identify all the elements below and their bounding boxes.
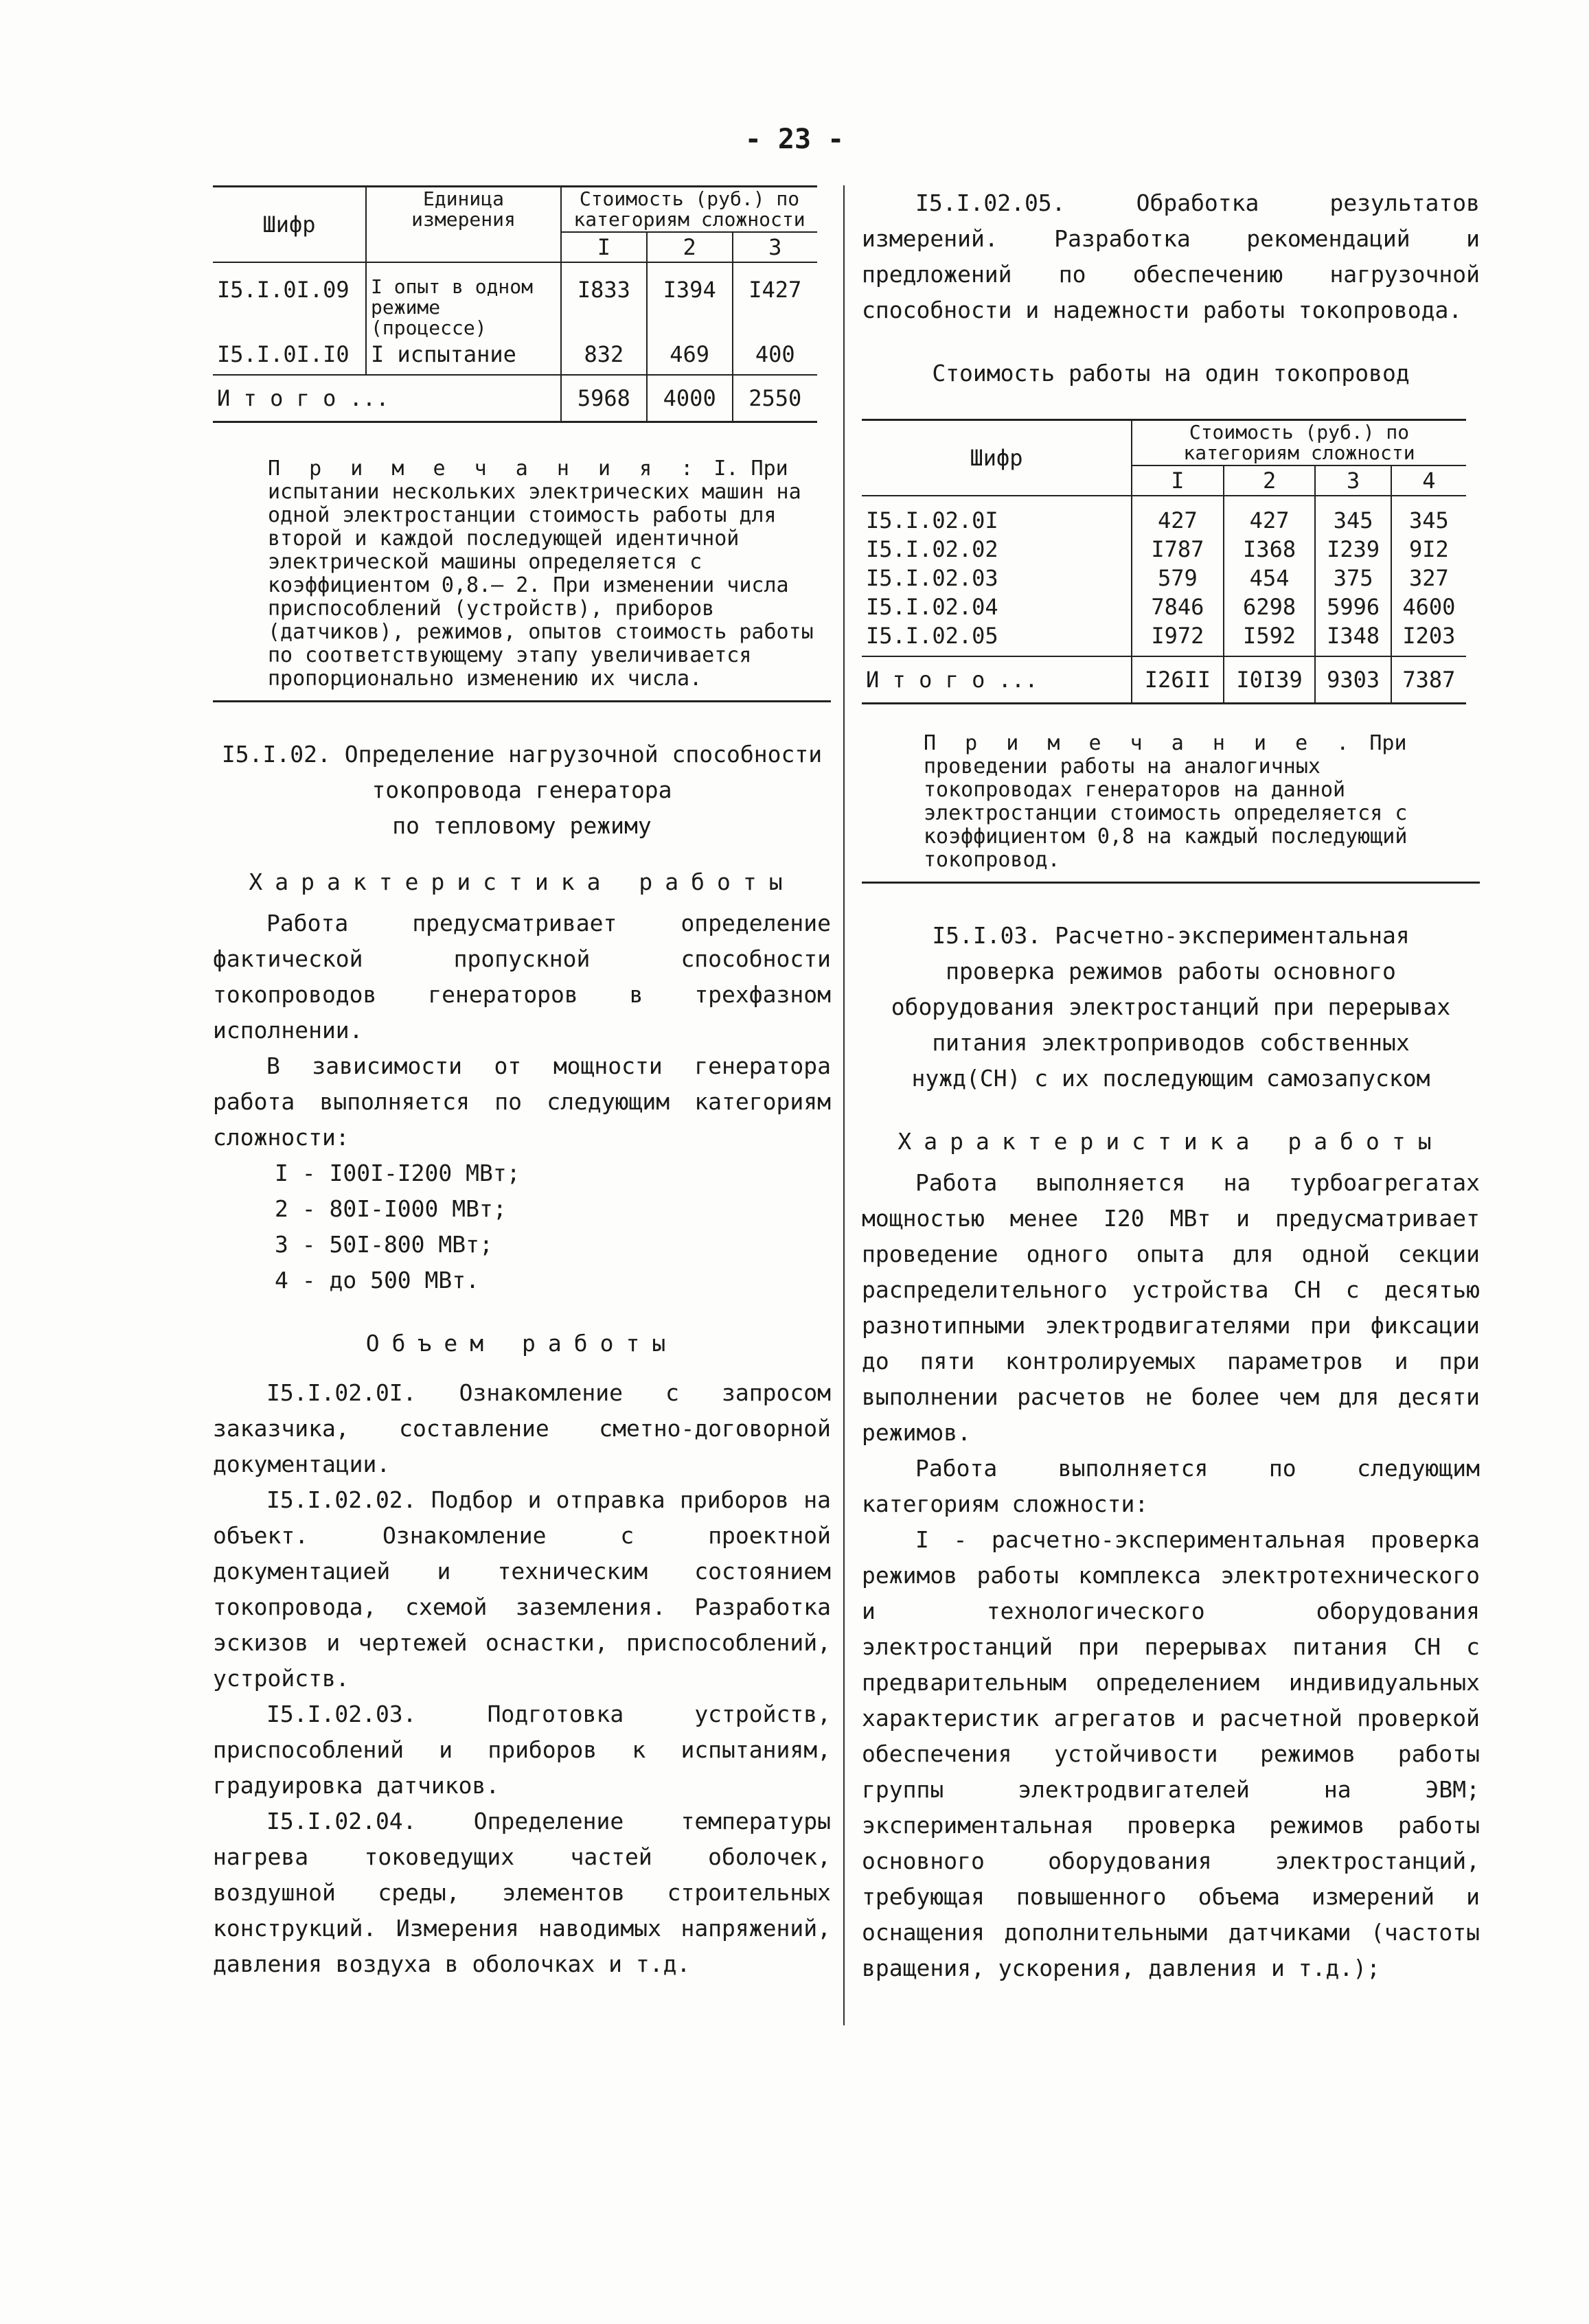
note-2-heading: П р и м е ч а н и е . <box>924 731 1358 755</box>
total-label: И т о г о ... <box>213 375 561 422</box>
cost-table-1 <box>213 185 817 423</box>
table-row <box>862 621 1466 656</box>
total-row <box>862 656 1466 704</box>
total-row <box>213 375 817 422</box>
paragraph: Работа предусматривает определение фактической пропускной способности токопроводов генераторов в трехфазном исполнении. <box>213 910 831 1044</box>
row-value: I203 <box>1391 621 1466 656</box>
total-value: 4000 <box>647 375 733 422</box>
th-cat-4: 4 <box>1391 465 1466 496</box>
characteristic-heading: Характеристика работы <box>249 868 795 895</box>
total-value: 5968 <box>561 375 647 422</box>
row-code: I5.I.0I.09 <box>213 262 366 340</box>
row-value: I972 <box>1132 621 1224 656</box>
row-value: I348 <box>1315 621 1391 656</box>
th-cat-2: 2 <box>647 232 733 262</box>
row-value: 345 <box>1315 496 1391 535</box>
row-value: 345 <box>1391 496 1466 535</box>
total-value: 2550 <box>733 375 817 422</box>
list-item: 2 - 80I-I000 МВт; <box>275 1195 507 1222</box>
row-value: I394 <box>647 262 733 340</box>
row-code: I5.I.02.03 <box>866 565 998 591</box>
section-title-line-2: токопровода генератора <box>371 776 672 803</box>
th-cost: Стоимость (руб.) по категориям сложности <box>1132 420 1466 466</box>
row-value: I787 <box>1132 535 1224 564</box>
th-cat-3: 3 <box>733 232 817 262</box>
table-row <box>862 535 1466 564</box>
th-unit: Единица измерения <box>366 187 561 263</box>
row-value: 7846 <box>1132 592 1224 621</box>
row-value: 832 <box>561 340 647 375</box>
work-item: I5.I.02.02. Подбор и отправка приборов на объект. Ознакомление с проектной документацией и техническим состоянием токопровода, схемой заземления. Разработка эскизов и чертежей оснастки, приспособлений, устройств. <box>213 1486 831 1692</box>
total-value: 9303 <box>1315 656 1391 704</box>
row-value: I592 <box>1224 621 1316 656</box>
paragraph: I - расчетно-экспериментальная проверка режимов работы комплекса электротехнического и технологического оборудования электростанций при перерывах питания СН с предварительным определением индивидуальных характеристик агрегатов и расчетной проверкой обеспечения устойчивости режимов работы группы электродвигателей на ЭВМ; экспериментальная проверка режимов работы основного оборудования электростанций, требующая повышенного объема измерений и оснащения дополнительными датчиками (частоты вращения, ускорения, давления и т.д.); <box>862 1526 1480 1981</box>
row-value: 9I2 <box>1391 535 1466 564</box>
note-2-text: При проведении работы на аналогичных токопроводах генераторов на данной электростанции стоимость определяется с коэффициентом 0,8 на каждый последующий токопровод. <box>924 731 1408 872</box>
row-value: 327 <box>1391 564 1466 592</box>
note-1-text: I. При испытании нескольких электрических машин на одной электростанции стоимость работы для второй и каждой последующей идентичной электрической машины определяется с коэффициентом 0,8.— 2. При изменении числа приспособлений (устройств), приборов (датчиков), режимов, опытов стоимость работы по соответствующему этапу увеличивается пропорционально изменению их числа. <box>268 457 814 691</box>
row-code: I5.I.02.04 <box>866 594 998 620</box>
table-row <box>213 340 817 375</box>
th-cat-3: 3 <box>1315 465 1391 496</box>
list-item: 4 - до 500 МВт. <box>275 1267 480 1293</box>
list-item: 3 - 50I-800 МВт; <box>275 1231 493 1258</box>
section-title <box>213 737 831 844</box>
note-2 <box>862 732 1480 884</box>
row-value: I833 <box>561 262 647 340</box>
row-value: I427 <box>733 262 817 340</box>
left-column <box>213 185 831 1982</box>
work-item: I5.I.02.05. Обработка результатов измерений. Разработка рекомендаций и предложений по обеспечению нагрузочной способности и надежности работы токопровода. <box>862 189 1480 323</box>
paragraph: В зависимости от мощности генератора работа выполняется по следующим категориям сложности: <box>213 1052 831 1151</box>
total-value: 7387 <box>1391 656 1466 704</box>
row-value: 454 <box>1224 564 1316 592</box>
section-2-title: I5.I.03. Расчетно-экспериментальная проверка режимов работы основного оборудования электростанций при перерывах питания электроприводов собственных нужд(СН) с их последующим самозапуском <box>891 922 1451 1092</box>
row-value: 469 <box>647 340 733 375</box>
th-cat-1: I <box>561 232 647 262</box>
row-value: 5996 <box>1315 592 1391 621</box>
th-cipher: Шифр <box>262 211 316 238</box>
paragraph: Работа выполняется на турбоагрегатах мощностью менее I20 МВт и предусматривает проведение одного опыта для одной секции распределительного устройства СН с десятью разнотипными электродвигателями при фиксации до пяти контролируемых параметров и при выполнении расчетов не более чем для десяти режимов. <box>862 1169 1480 1446</box>
row-value: I239 <box>1315 535 1391 564</box>
row-value: 6298 <box>1224 592 1316 621</box>
row-value: 427 <box>1224 496 1316 535</box>
column-divider <box>843 185 845 2025</box>
total-label: И т о г о ... <box>862 656 1132 704</box>
row-value: 4600 <box>1391 592 1466 621</box>
table-row <box>213 262 817 340</box>
table-row <box>862 496 1466 535</box>
cost-table-2 <box>862 419 1466 704</box>
row-value: 427 <box>1132 496 1224 535</box>
table-row <box>862 564 1466 592</box>
row-unit: I опыт в одном режиме (процессе) <box>366 262 561 340</box>
th-cipher: Шифр <box>970 445 1023 471</box>
row-code: I5.I.0I.I0 <box>217 341 350 367</box>
row-value: I368 <box>1224 535 1316 564</box>
volume-heading: Объем работы <box>365 1330 678 1357</box>
table-row <box>862 592 1466 621</box>
th-cost: Стоимость (руб.) по категориям сложности <box>561 187 817 233</box>
section-title-line-1: I5.I.02. Определение нагрузочной способности <box>221 741 823 768</box>
row-code: I5.I.02.02 <box>866 536 998 562</box>
work-item: I5.I.02.03. Подготовка устройств, приспособлений и приборов к испытаниям, градуировка датчиков. <box>213 1701 831 1799</box>
row-unit: I испытание <box>366 340 561 375</box>
note-1 <box>213 457 831 702</box>
row-code: I5.I.02.0I <box>862 496 1132 535</box>
table-caption: Стоимость работы на один токопровод <box>932 360 1410 387</box>
th-cat-1: I <box>1132 465 1224 496</box>
characteristic-heading: Характеристика работы <box>898 1128 1444 1155</box>
total-value: I0I39 <box>1224 656 1316 704</box>
paragraph: Работа выполняется по следующим категориям сложности: <box>862 1455 1480 1517</box>
page-number: - 23 - <box>744 124 845 155</box>
row-value: 375 <box>1315 564 1391 592</box>
th-cat-2: 2 <box>1224 465 1316 496</box>
work-item: I5.I.02.04. Определение температуры нагрева токоведущих частей оболочек, воздушной среды, элементов строительных конструкций. Измерения наводимых напряжений, давления воздуха в оболочках и т.д. <box>213 1808 831 1977</box>
category-list <box>213 1155 831 1298</box>
row-value: 579 <box>1132 564 1224 592</box>
list-item: I - I00I-I200 МВт; <box>275 1160 521 1186</box>
row-code: I5.I.02.05 <box>866 623 998 649</box>
section-title-line-3: по тепловому режиму <box>392 812 652 839</box>
note-1-heading: П р и м е ч а н и я : <box>268 457 702 481</box>
work-item: I5.I.02.0I. Ознакомление с запросом заказчика, составление сметно-договорной документации. <box>213 1379 831 1477</box>
total-value: I26II <box>1132 656 1224 704</box>
right-column <box>862 185 1480 1986</box>
row-value: 400 <box>733 340 817 375</box>
